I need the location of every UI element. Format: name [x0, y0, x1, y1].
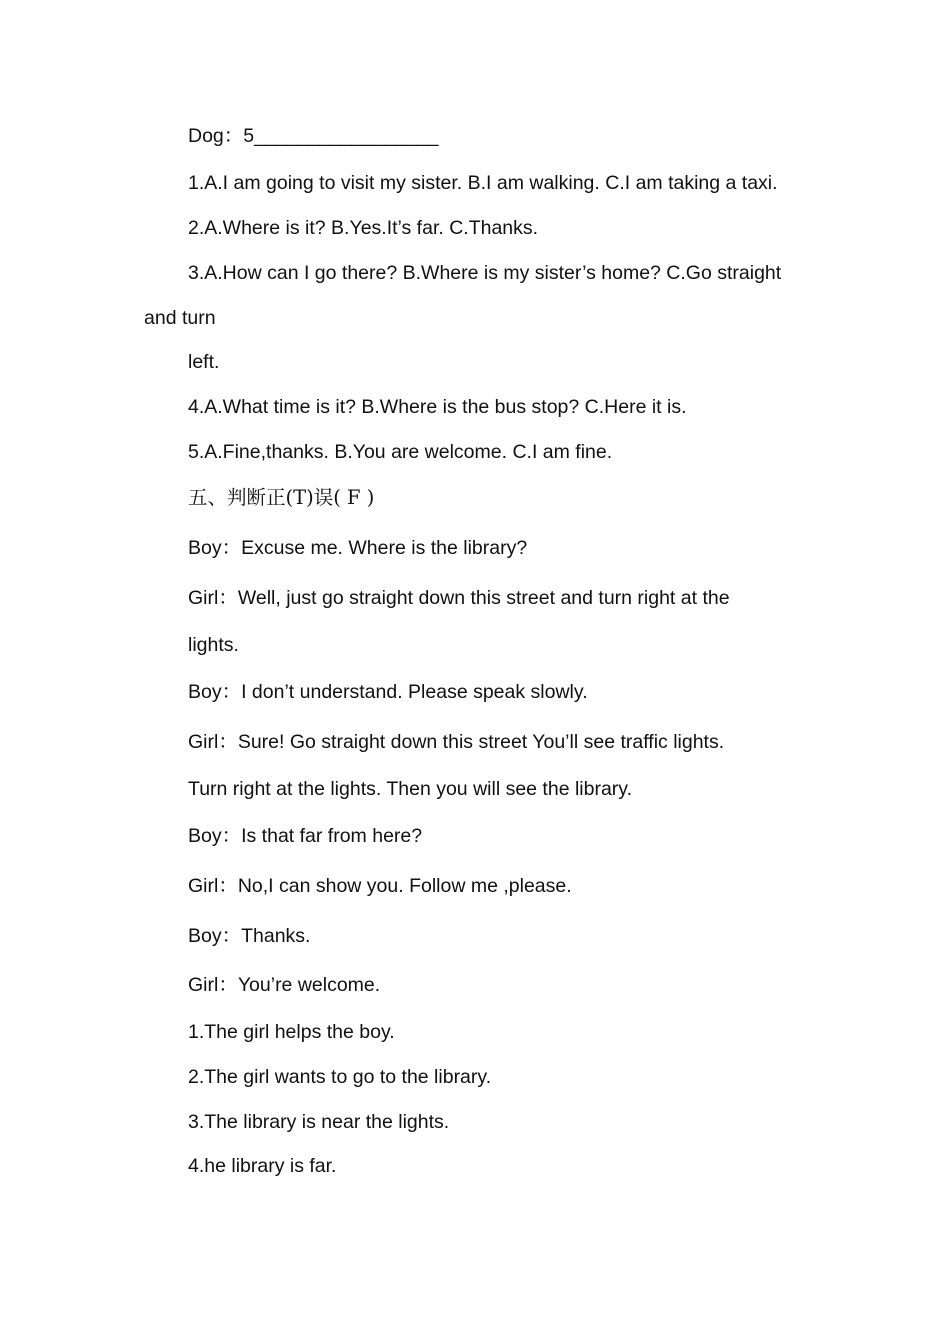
question-2-options: 2.A.Where is it? B.Yes.It’s far. C.Thanks.: [188, 217, 539, 239]
statement-1: 1.The girl helps the boy.: [188, 1021, 395, 1043]
dialogue-line: Boy：Is that far from here?: [188, 825, 423, 847]
dialogue-line: Girl：Well, just go straight down this street and turn right at the: [188, 587, 730, 609]
section-heading-true-false: 五、判断正(T)误( F ): [188, 486, 375, 509]
dialogue-line: Boy：Thanks.: [188, 925, 311, 947]
question-3-continuation: and turn: [144, 307, 216, 329]
question-4-options: 4.A.What time is it? B.Where is the bus stop? C.Here it is.: [188, 396, 687, 418]
question-5-options: 5.A.Fine,thanks. B.You are welcome. C.I am fine.: [188, 441, 613, 463]
dialogue-line: Girl：No,I can show you. Follow me ,please.: [188, 875, 572, 897]
question-3-options: 3.A.How can I go there? B.Where is my sister’s home? C.Go straight: [188, 262, 782, 284]
dialogue-line: Boy：Excuse me. Where is the library?: [188, 537, 528, 559]
dialogue-line: Girl：You’re welcome.: [188, 974, 381, 996]
dialogue-line-continuation: lights.: [188, 634, 239, 656]
statement-2: 2.The girl wants to go to the library.: [188, 1066, 492, 1088]
question-3-continuation-2: left.: [188, 351, 220, 373]
question-1-options: 1.A.I am going to visit my sister. B.I am walking. C.I am taking a taxi.: [188, 172, 778, 194]
statement-4: 4.he library is far.: [188, 1155, 337, 1177]
dialogue-line: Girl：Sure! Go straight down this street You’ll see traffic lights.: [188, 731, 725, 753]
dialogue-line-continuation: Turn right at the lights. Then you will see the library.: [188, 778, 633, 800]
dialogue-line: Boy：I don’t understand. Please speak slowly.: [188, 681, 588, 703]
dog-answer-blank: Dog：5_________________: [188, 125, 439, 147]
statement-3: 3.The library is near the lights.: [188, 1111, 450, 1133]
